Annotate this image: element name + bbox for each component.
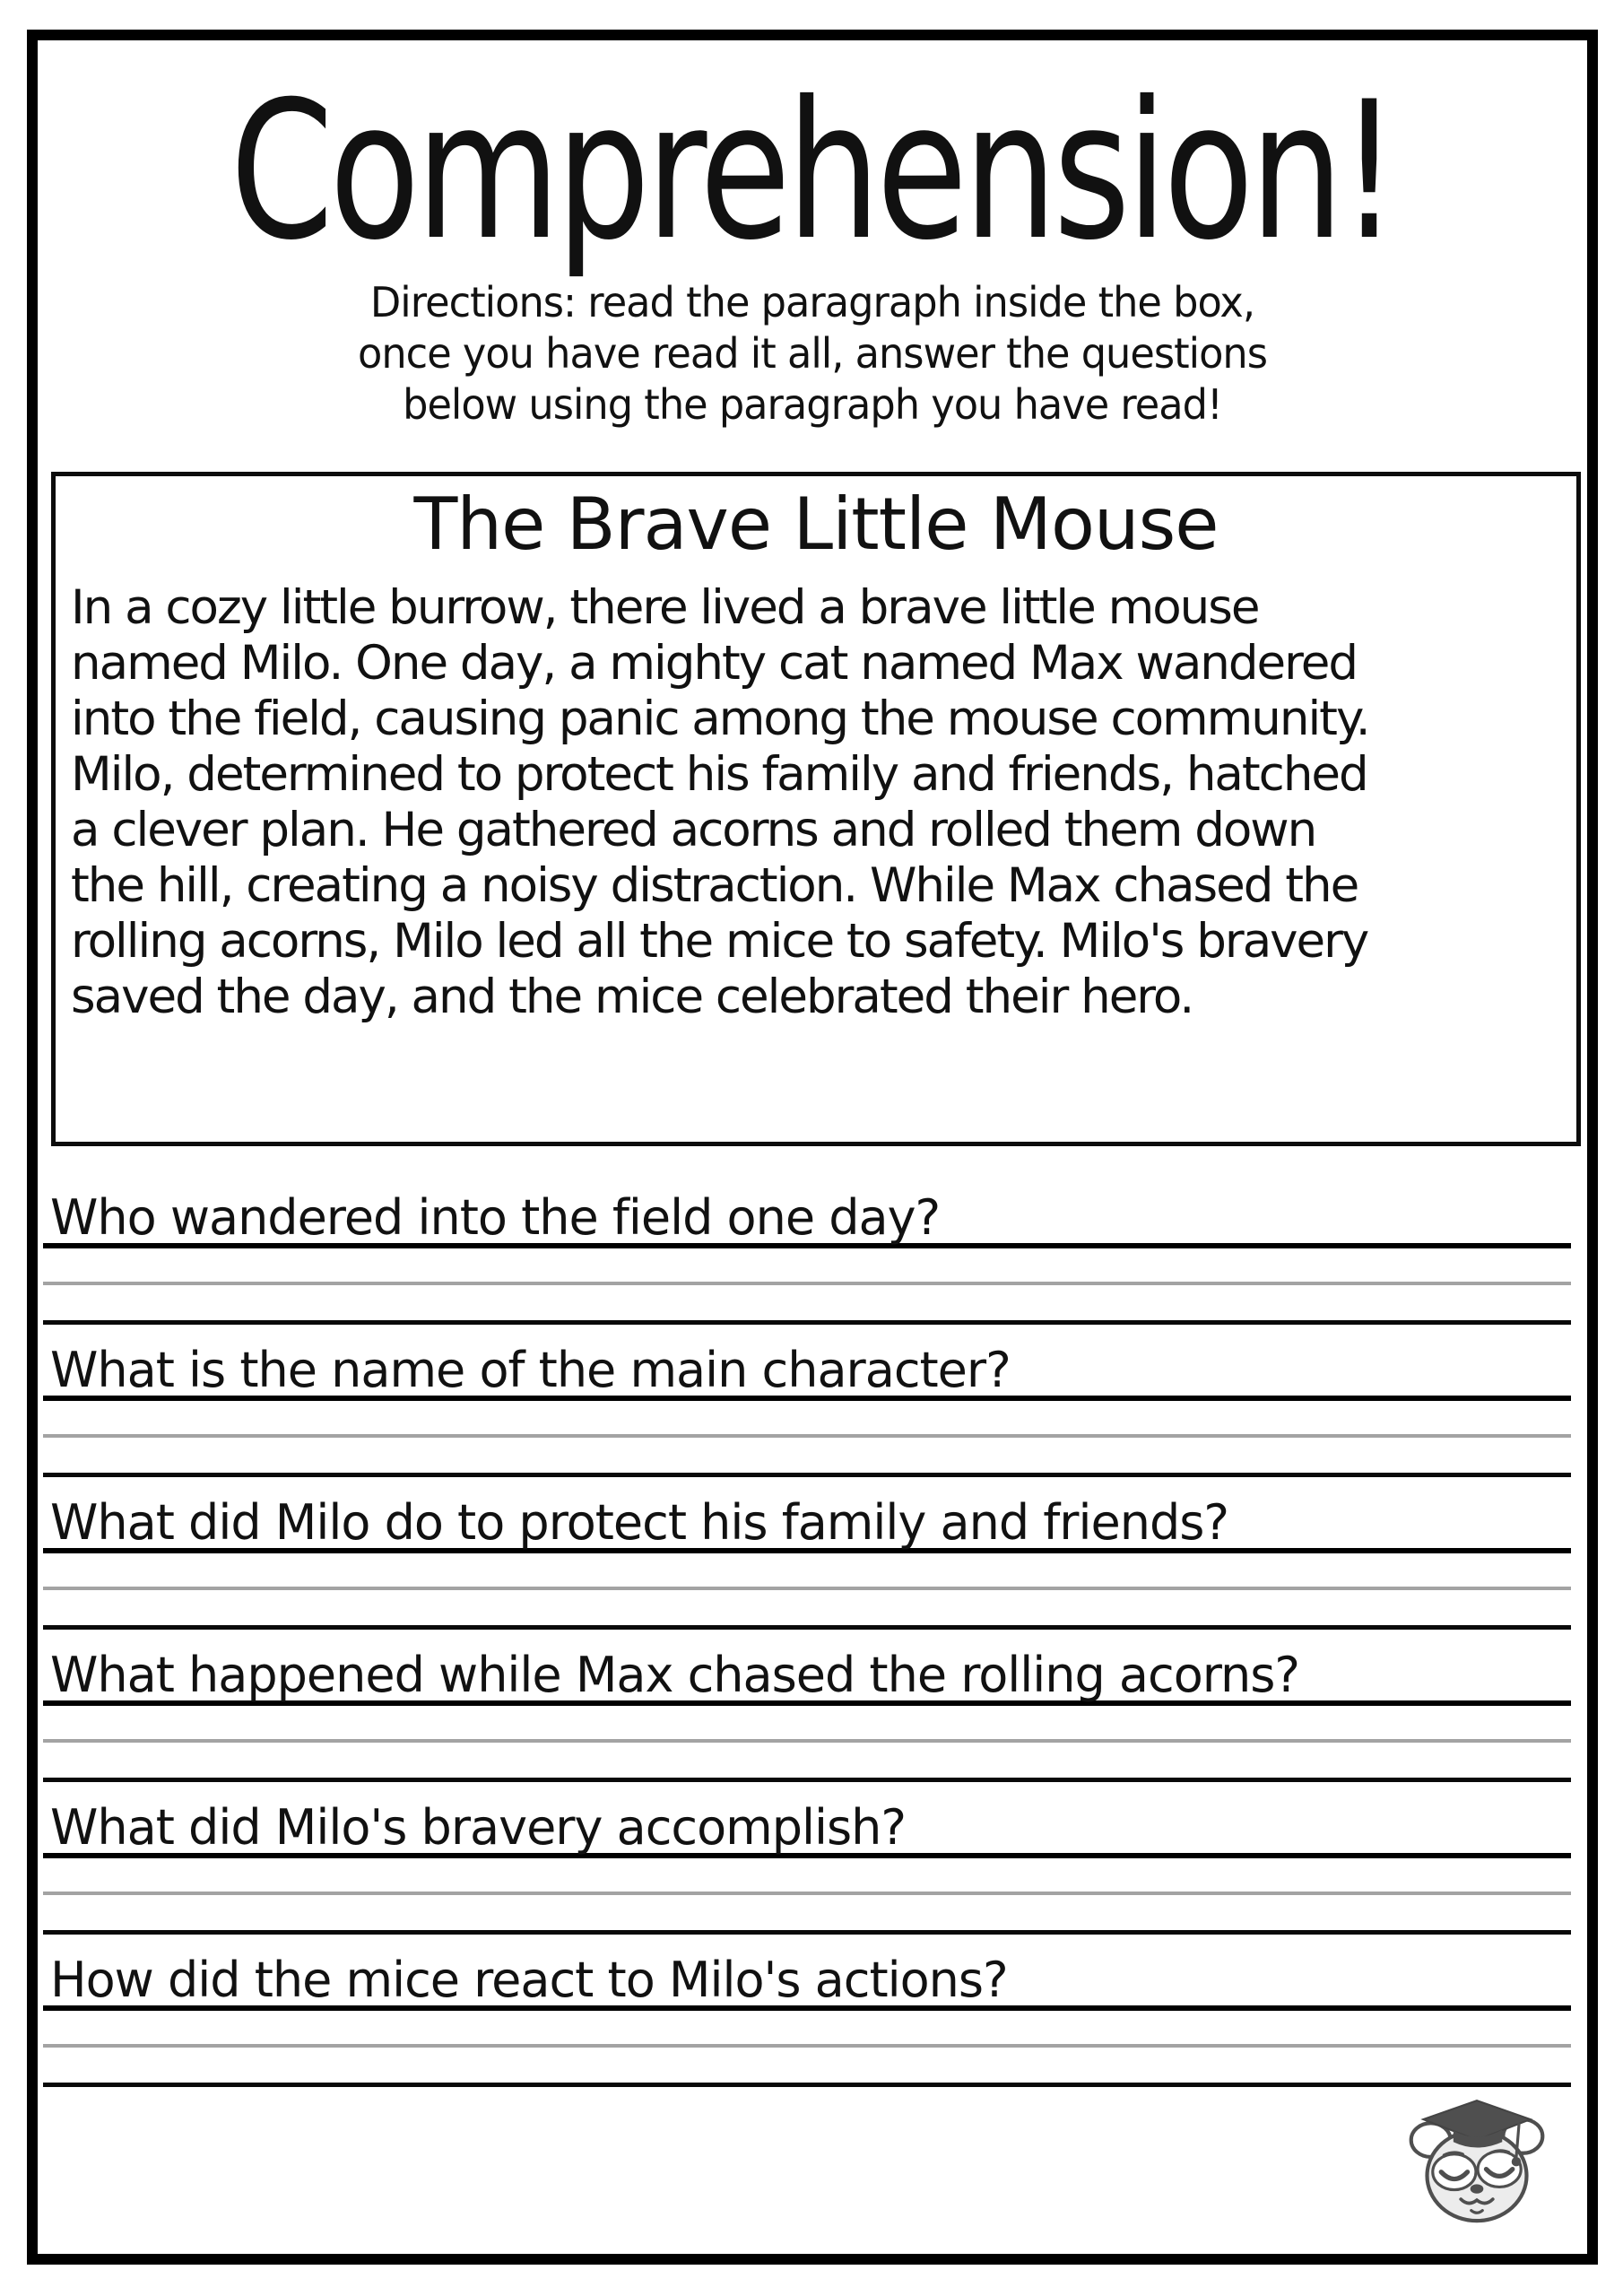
graduate-bear-icon [1397, 2087, 1557, 2229]
story-line: Milo, determined to protect his family and friends, hatched [71, 747, 1367, 802]
directions-line-1: Directions: read the paragraph inside the box, [369, 278, 1255, 326]
question-text-3: What did Milo do to protect his family and friends? [43, 1498, 1571, 1553]
question-block-3 [43, 1494, 1571, 1650]
story-title: The Brave Little Mouse [413, 483, 1219, 566]
story-line: named Milo. One day, a mighty cat named Max wandered [71, 636, 1358, 691]
question-text-2: What is the name of the main character? [43, 1345, 1571, 1401]
directions-line-2: once you have read it all, answer the questions [357, 329, 1268, 378]
question-text-5: What did Milo's bravery accomplish? [43, 1803, 1571, 1858]
question-block-6 [43, 1952, 1571, 2108]
story-paragraph [71, 580, 1566, 1025]
story-line: the hill, creating a noisy distraction. While Max chased the [71, 858, 1358, 913]
directions [61, 277, 1564, 430]
story-line: rolling acorns, Milo led all the mice to safety. Milo's bravery [71, 914, 1368, 969]
question-block-1 [43, 1189, 1571, 1345]
question-block-2 [43, 1342, 1571, 1498]
question-text-4: What happened while Max chased the rolling acorns? [43, 1650, 1571, 1706]
story-box [51, 472, 1581, 1146]
story-line: saved the day, and the mice celebrated their hero. [71, 970, 1193, 1024]
story-line: In a cozy little burrow, there lived a brave little mouse [71, 580, 1259, 635]
question-block-4 [43, 1647, 1571, 1803]
question-block-5 [43, 1799, 1571, 1955]
question-text-1: Who wandered into the field one day? [43, 1193, 1571, 1248]
page-title: Comprehension! [230, 60, 1395, 282]
questions-section [43, 1189, 1571, 2108]
question-text-6: How did the mice react to Milo's actions? [43, 1955, 1571, 2011]
story-line: a clever plan. He gathered acorns and rolled them down [71, 803, 1316, 857]
story-line: into the field, causing panic among the mouse community. [71, 691, 1369, 746]
directions-line-3: below using the paragraph you have read! [403, 380, 1222, 429]
worksheet-page-border [27, 30, 1598, 2265]
